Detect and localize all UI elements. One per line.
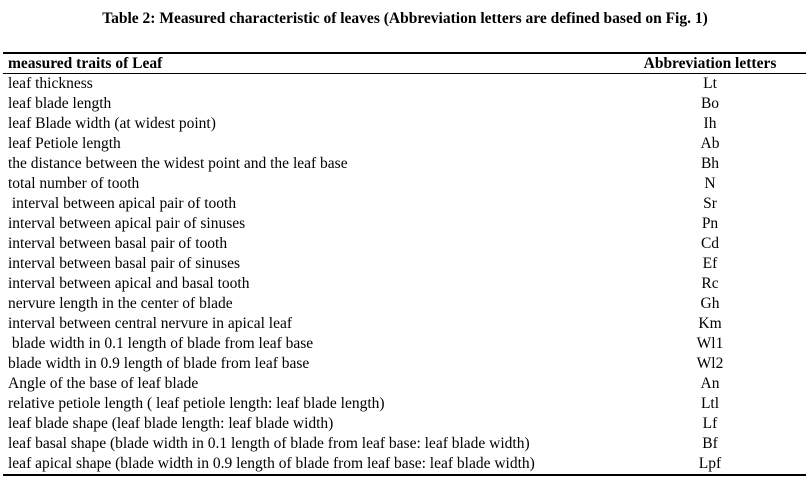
abbreviation-cell: Ih <box>703 115 717 132</box>
table-row <box>0 194 810 214</box>
abbreviation-cell: Lf <box>702 415 718 432</box>
table-row <box>0 294 810 314</box>
abbreviation-cell: Gh <box>700 295 720 312</box>
trait-cell: the distance between the widest point and the leaf base <box>8 155 348 172</box>
abbreviation-cell: Pn <box>701 215 719 232</box>
table-caption: Table 2: Measured characteristic of leaves (Abbreviation letters are defined based on Fig. 1) <box>102 10 708 27</box>
table-row <box>0 214 810 234</box>
table-row <box>0 254 810 274</box>
table-bottom-rule <box>3 474 806 476</box>
trait-cell: Angle of the base of leaf blade <box>8 375 199 392</box>
table-row <box>0 174 810 194</box>
table-row <box>0 234 810 254</box>
abbreviation-cell: An <box>700 375 720 392</box>
abbreviation-cell: Sr <box>703 195 717 212</box>
trait-cell: interval between apical pair of tooth <box>8 195 237 212</box>
abbreviation-cell: Wl2 <box>696 355 724 372</box>
trait-cell: interval between basal pair of sinuses <box>8 255 240 272</box>
traits-table <box>0 54 810 474</box>
table-row <box>0 74 810 94</box>
trait-cell: interval between central nervure in apical leaf <box>8 315 293 332</box>
abbreviation-cell: Ltl <box>700 395 720 412</box>
abbreviation-cell: Cd <box>700 235 720 252</box>
table-body <box>0 74 810 474</box>
table-row <box>0 134 810 154</box>
column-header-abbreviation: Abbreviation letters <box>643 55 777 72</box>
table-row <box>0 314 810 334</box>
abbreviation-cell: Bo <box>700 95 720 112</box>
abbreviation-cell: Lt <box>703 75 717 92</box>
trait-cell: leaf thickness <box>8 75 93 92</box>
table-row <box>0 94 810 114</box>
table-row <box>0 374 810 394</box>
abbreviation-cell: Rc <box>701 275 719 292</box>
abbreviation-cell: Ef <box>702 255 718 272</box>
table-row <box>0 354 810 374</box>
trait-cell: interval between basal pair of tooth <box>8 235 228 252</box>
trait-cell: leaf basal shape (blade width in 0.1 length of blade from leaf base: leaf blade width) <box>8 435 530 452</box>
trait-cell: leaf blade shape (leaf blade length: leaf blade width) <box>8 415 334 432</box>
abbreviation-cell: Bf <box>702 435 718 452</box>
abbreviation-cell: Km <box>698 315 722 332</box>
trait-cell: blade width in 0.9 length of blade from leaf base <box>8 355 310 372</box>
trait-cell: interval between apical pair of sinuses <box>8 215 246 232</box>
table-row <box>0 154 810 174</box>
trait-cell: relative petiole length ( leaf petiole length: leaf blade length) <box>8 395 385 412</box>
column-header-trait: measured traits of Leaf <box>8 55 163 72</box>
abbreviation-cell: N <box>704 175 716 192</box>
table-row <box>0 274 810 294</box>
trait-cell: leaf Petiole length <box>8 135 121 152</box>
table-header-row <box>0 54 810 73</box>
table-row <box>0 454 810 474</box>
abbreviation-cell: Lpf <box>698 455 722 472</box>
table-row <box>0 334 810 354</box>
table-row <box>0 414 810 434</box>
trait-cell: leaf apical shape (blade width in 0.9 length of blade from leaf base: leaf blade width) <box>8 455 535 472</box>
trait-cell: blade width in 0.1 length of blade from leaf base <box>8 335 314 352</box>
abbreviation-cell: Wl1 <box>696 335 724 352</box>
abbreviation-cell: Ab <box>700 135 720 152</box>
trait-cell: nervure length in the center of blade <box>8 295 233 312</box>
abbreviation-cell: Bh <box>700 155 720 172</box>
trait-cell: leaf blade length <box>8 95 112 112</box>
table-row <box>0 434 810 454</box>
table-row <box>0 394 810 414</box>
trait-cell: leaf Blade width (at widest point) <box>8 115 216 132</box>
trait-cell: interval between apical and basal tooth <box>8 275 250 292</box>
table-row <box>0 114 810 134</box>
trait-cell: total number of tooth <box>8 175 140 192</box>
